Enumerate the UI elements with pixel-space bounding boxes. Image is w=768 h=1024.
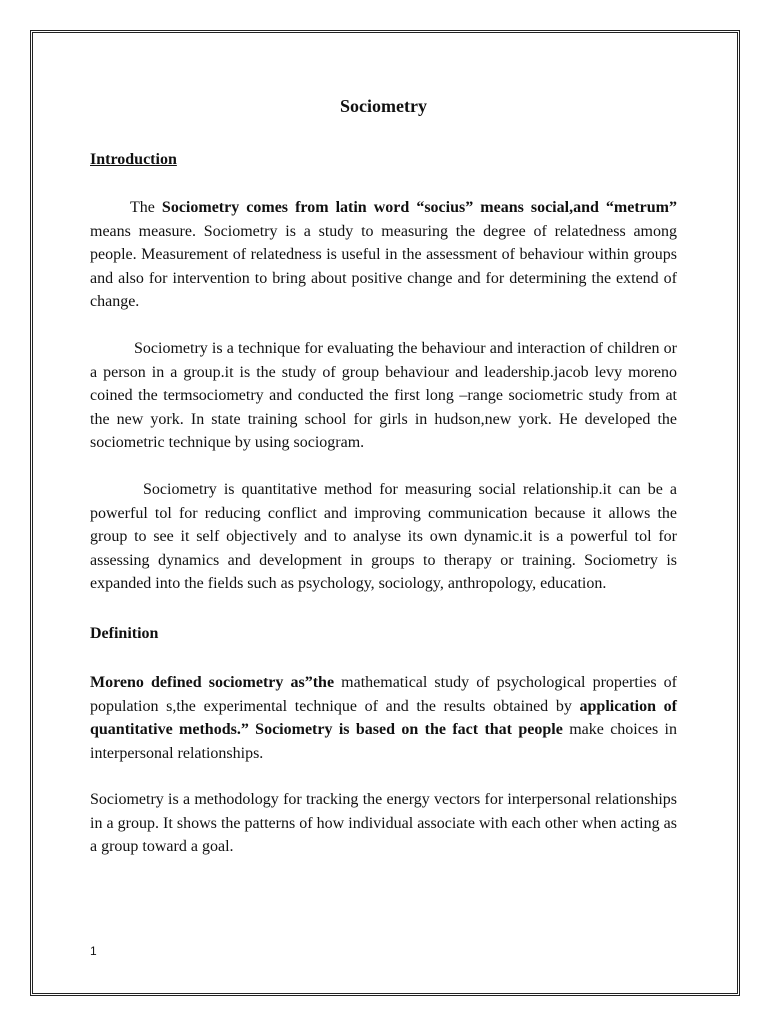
definition-heading: Definition (90, 624, 159, 642)
def-p1-bold2: application of quantitative methods.” Sociometry is based on the fact that people (90, 697, 677, 739)
def-p1-text1: mathematical study of psychological properties of population s,the experimental technique of and the results obtained by (90, 673, 677, 715)
def-p1-bold1: Moreno defined sociometry as”the (90, 673, 335, 691)
definition-paragraph-1 (90, 671, 677, 765)
def-p1-text2: make choices in interpersonal relationships. (90, 721, 677, 762)
document-title: Sociometry (340, 96, 427, 116)
introduction-paragraph-1 (90, 196, 677, 314)
def-p2-text: Sociometry is a methodology for tracking the energy vectors for interpersonal relationships in a group. It shows the patterns of how individual associate with each other when acting as a group toward a goal. (90, 791, 677, 856)
intro-p1-rest: means measure. Sociometry is a study to measuring the degree of relatedness among people. Measurement of relatedness is useful in the assessment of behaviour within groups and also for intervention to bring about positive change and for determining the extend of change. (90, 222, 677, 311)
introduction-paragraph-2 (90, 337, 677, 455)
introduction-paragraph-3 (90, 478, 677, 596)
page-number: 1 (90, 944, 97, 958)
intro-p2-text: Sociometry is a technique for evaluating the behaviour and interaction of children or a person in a group.it is the study of group behaviour and leadership.jacob levy moreno coined the termsociometry and conducted the first long –range sociometric study from at the new york. In state training school for girls in hudson,new york. He developed the sociometric technique by using sociogram. (90, 339, 677, 452)
introduction-heading: Introduction (90, 151, 177, 168)
intro-p1-bold: Sociometry comes from latin word “socius” means social,and “metrum” (161, 199, 677, 216)
document-body (90, 90, 677, 859)
intro-p3-text: Sociometry is quantitative method for measuring social relationship.it can be a powerful tol for reducing conflict and improving communication because it allows the group to see it self objectively and to analyse its own dynamic.it is a powerful tol for assessing dynamics and development in groups to therapy or training. Sociometry is expanded into the fields such as psychology, sociology, anthropology, education. (90, 480, 677, 593)
intro-p1-lead: The (130, 199, 162, 216)
definition-paragraph-2 (90, 788, 677, 859)
